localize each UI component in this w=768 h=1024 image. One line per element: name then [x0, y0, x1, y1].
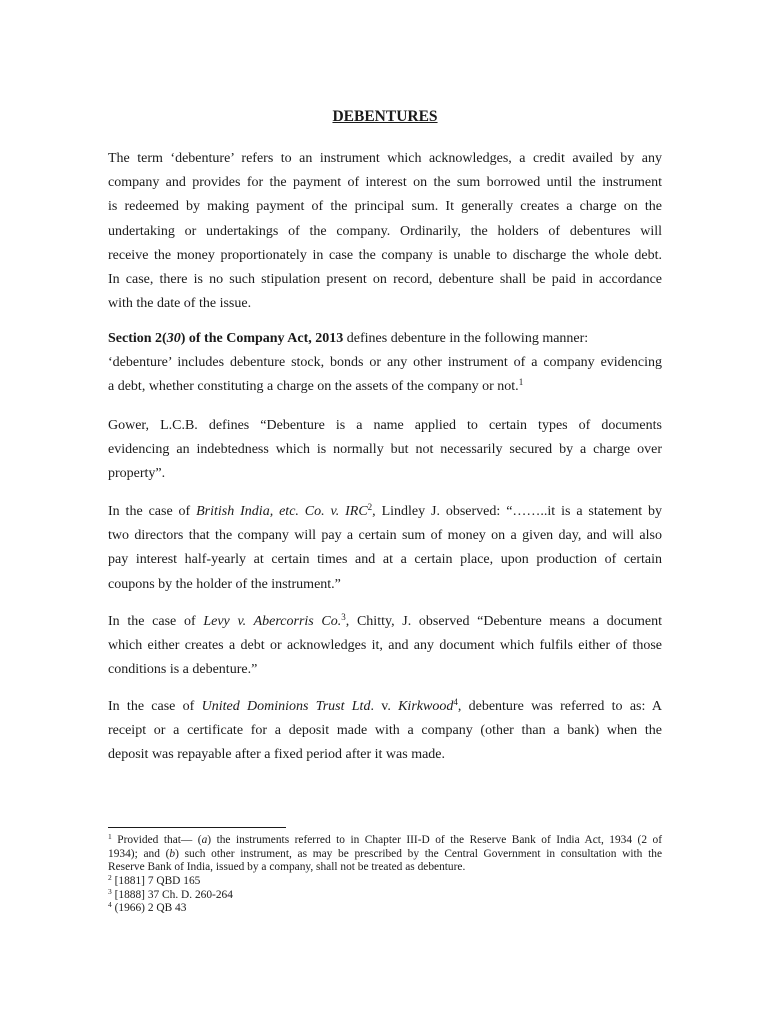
text-line: property”. — [108, 466, 166, 482]
page-title: DEBENTURES — [332, 108, 438, 125]
footnote-ref: 4 — [453, 697, 458, 707]
footnote-line: 1934); and (b) such other instrument, as may be prescribed by the Central Government in consultation with the — [108, 847, 662, 860]
text-line: The term ‘debenture’ refers to an instrument which acknowledges, a credit availed by any — [108, 151, 662, 166]
paragraph-levy — [108, 610, 662, 683]
text-line: two directors that the company will pay a certain sum of money on a given day, and will also — [108, 528, 662, 544]
text-line: ‘debenture’ includes debenture stock, bonds or any other instrument of a company evidencing — [108, 355, 662, 371]
text-line: In the case of Levy v. Abercorris Co.$^3$, Chitty, J. observed “Debenture means a document — [108, 612, 662, 629]
footnote-divider — [108, 827, 286, 828]
paragraph-definition — [108, 147, 662, 316]
case-name: British India, etc. Co. v. IRC — [196, 504, 368, 519]
statute-ref: Section 2(30) of the Company Act, 2013 — [108, 331, 344, 346]
footnote-4: $^4$ (1966) 2 QB 43 — [108, 900, 187, 914]
text-line: In the case of United Dominions Trust Ltd. v. Kirkwood$^4$, debenture was referred to as: A — [108, 697, 662, 714]
case-name: United Dominions Trust Ltd — [201, 699, 371, 714]
text-line: with the date of the issue. — [108, 296, 252, 312]
footnote-line: Reserve Bank of India, issued by a company, shall not be treated as debenture. — [108, 861, 466, 874]
text-line: pay interest half-yearly at certain times and at a certain place, upon production of certain — [108, 552, 662, 568]
text-line: evidencing an indebtedness which is normally but not necessarily secured by a charge over — [108, 442, 662, 458]
footnote-3: $^3$ [1888] 37 Ch. D. 260-264 — [108, 886, 233, 901]
text-line: undertaking or undertakings of the company. Ordinarily, the holders of debentures will — [108, 223, 662, 239]
text-line: coupons by the holder of the instrument.” — [108, 576, 341, 592]
text-line: In case, there is no such stipulation present on record, debenture shall be paid in accordance — [108, 272, 662, 288]
text-line: company and provides for the payment of interest on the sum borrowed until the instrument — [108, 175, 662, 191]
text-line: a debt, whether constituting a charge on the assets of the company or not.$^1$ — [108, 377, 524, 395]
text-line: is redeemed by making payment of the principal sum. It generally creates a charge on the — [108, 199, 662, 215]
footnote-1 — [108, 834, 662, 875]
footnote-2: $^2$ [1881] 7 QBD 165 — [108, 873, 201, 887]
footnote-ref: 2 — [367, 502, 373, 512]
text-line: deposit was repayable after a fixed period after it was made. — [108, 747, 446, 763]
paragraph-british-india — [108, 500, 662, 597]
paragraph-section-2-30 — [108, 327, 662, 400]
footnote-ref: 1 — [518, 377, 524, 388]
text-line: receipt or a certificate for a deposit made with a company (other than a bank) when the — [108, 723, 662, 739]
text-line: Section 2(30) of the Company Act, 2013 defines debenture in the following manner: — [108, 331, 589, 346]
case-name: Kirkwood — [398, 699, 454, 714]
paragraph-gower — [108, 414, 662, 487]
text-line: which either creates a debt or acknowledges it, and any document which fulfils either of those — [108, 638, 662, 654]
paragraph-united-dominions — [108, 695, 662, 768]
case-name: Levy v. Abercorris Co. — [203, 614, 342, 629]
text-line: Gower, L.C.B. defines “Debenture is a name applied to certain types of documents — [108, 418, 662, 433]
footnote-ref: 3 — [341, 612, 346, 622]
footnote-line: $^1$ Provided that— (a) the instruments referred to in Chapter III-D of the Reserve Bank of India Act, 1934 (2 of — [108, 832, 663, 846]
text-line: In the case of British India, etc. Co. v. IRC$^2$, Lindley J. observed: “……..it is a statement by — [108, 502, 662, 519]
text-line: conditions is a debenture.” — [108, 662, 258, 678]
text-line: receive the money proportionately in case the company is unable to discharge the whole debt. — [108, 247, 662, 263]
